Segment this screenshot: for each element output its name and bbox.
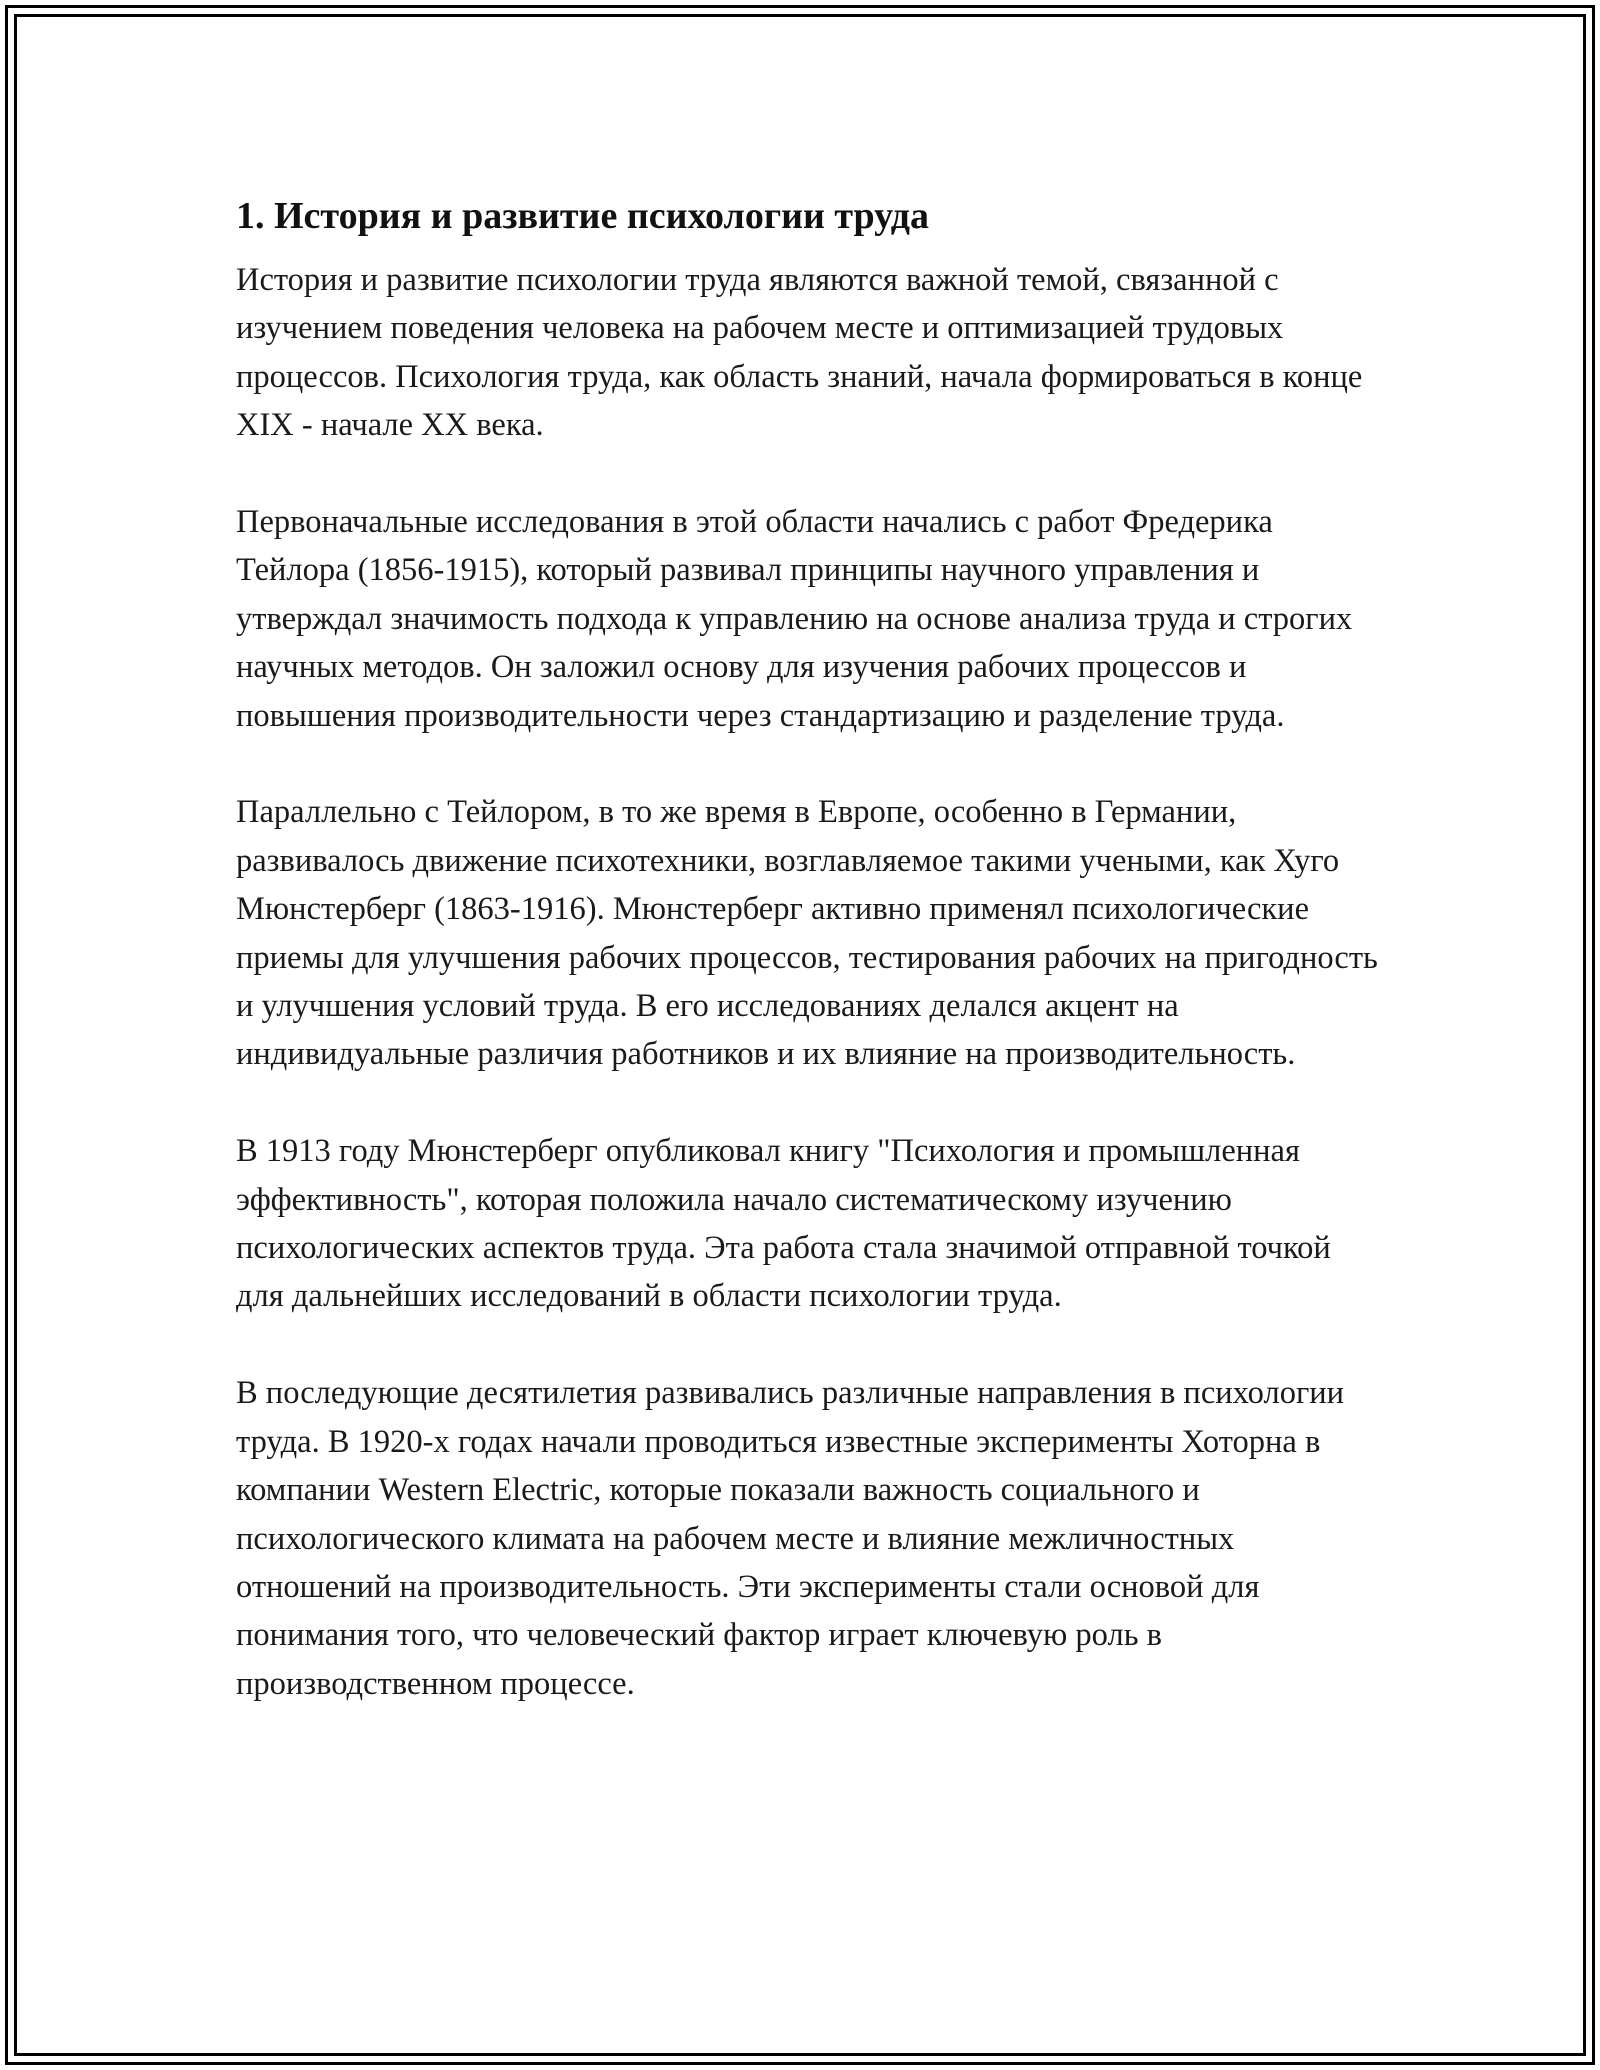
paragraph-intro: История и развитие психологии труда являются важной темой, связанной с изучением поведения человека на рабочем месте и оптимизацией трудовых процессов. Психология труда, как область знаний, начала формироваться в конце XIX - начале XX века. bbox=[236, 262, 1363, 444]
paragraph-psychotechnics: Параллельно с Тейлором, в то же время в Европе, особенно в Германии, развивалось движение психотехники, возглавляемое такими учеными, как Хуго Мюнстерберг (1863-1916). Мюнстерберг активно применял психологические приемы для улучшения рабочих процессов, тестирования рабочих на пригодность и улучшения условий труда. В его исследованиях делался акцент на индивидуальные различия работников и их влияние на производительность. bbox=[236, 794, 1378, 1073]
section-heading: 1. История и развитие психологии труда bbox=[236, 195, 929, 237]
paragraph-munsterberg-book: В 1913 году Мюнстерберг опубликовал книгу "Психология и промышленная эффективность", которая положила начало систематическому изучению психологических аспектов труда. Эта работа стала значимой отправной точкой для дальнейших исследований в области психологии труда. bbox=[236, 1133, 1331, 1315]
document-body bbox=[236, 188, 1386, 1708]
paragraph-hawthorne: В последующие десятилетия развивались различные направления в психологии труда. В 1920-х годах начали проводиться известные эксперименты Хоторна в компании Western Electric, которые показали важность социального и психологического климата на рабочем месте и влияние межличностных отношений на производительность. Эти эксперименты стали основой для понимания того, что человеческий фактор играет ключевую роль в производственном процессе. bbox=[236, 1375, 1345, 1702]
paragraph-taylor: Первоначальные исследования в этой области начались с работ Фредерика Тейлора (1856-1915), который развивал принципы научного управления и утверждал значимость подхода к управлению на основе анализа труда и строгих научных методов. Он заложил основу для изучения рабочих процессов и повышения производительности через стандартизацию и разделение труда. bbox=[236, 504, 1353, 734]
